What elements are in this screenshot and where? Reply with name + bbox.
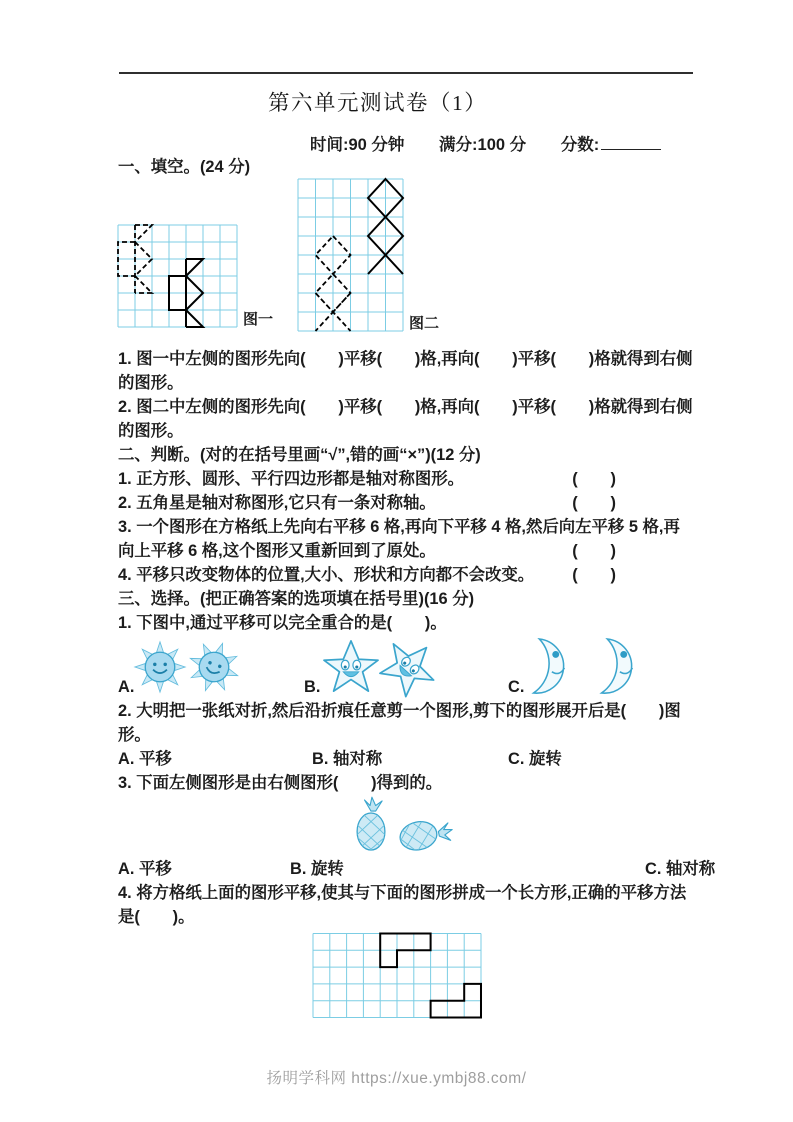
answer-blank: ( ) xyxy=(572,542,616,560)
option-b: B. 旋转 xyxy=(290,860,344,878)
judge-item-3 xyxy=(118,515,694,563)
option-c: C. 轴对称 xyxy=(645,860,716,878)
paper-meta xyxy=(310,131,691,155)
figure-2 xyxy=(298,179,439,338)
sun-icon xyxy=(188,641,240,693)
section-3-heading: 三、选择。(把正确答案的选项填在括号里)(16 分) xyxy=(118,590,475,608)
option-a: A. 平移 xyxy=(118,750,172,768)
top-rule xyxy=(119,72,693,74)
page-title: 第六单元测试卷（1） xyxy=(268,91,488,115)
judge-item-1 xyxy=(118,467,694,491)
figure-2-label: 图二 xyxy=(409,312,439,336)
pineapple-icon xyxy=(346,795,396,855)
paper-body xyxy=(118,155,716,1025)
time-label: 时间:90 分钟 xyxy=(310,136,405,154)
answer-blank: ( ) xyxy=(572,566,616,584)
fill-question-2: 2. 图二中左侧的图形先向( )平移( )格,再向( )平移( )格就得到右侧的图形。 xyxy=(118,398,693,440)
option-b-label: B. xyxy=(304,678,321,696)
figure-2-grid xyxy=(298,179,403,331)
section-2-heading: 二、判断。(对的在括号里画“√”,错的画“×”)(12 分) xyxy=(118,446,481,464)
choice-1-options xyxy=(118,635,694,699)
fill-figures xyxy=(118,179,694,347)
star-icon xyxy=(322,639,380,695)
option-a: A. 平移 xyxy=(118,860,172,878)
choice-question-4: 4. 将方格纸上面的图形平移,使其与下面的图形拼成一个长方形,正确的平移方法是( )。 xyxy=(118,884,687,926)
judge-item-text: 1. 正方形、圆形、平行四边形都是轴对称图形。 xyxy=(118,470,465,488)
pineapple-icon xyxy=(398,803,448,863)
score-blank-line xyxy=(601,135,661,150)
answer-blank: ( ) xyxy=(572,470,616,488)
judge-item-text: 2. 五角星是轴对称图形,它只有一条对称轴。 xyxy=(118,494,436,512)
option-a-label: A. xyxy=(118,678,135,696)
full-score-label: 满分:100 分 xyxy=(439,136,527,154)
figure-1-label: 图一 xyxy=(243,308,273,332)
choice-3-figure xyxy=(118,795,694,857)
choice-4-grid xyxy=(313,933,481,1018)
choice-3-options xyxy=(118,857,716,881)
sun-icon xyxy=(134,641,186,693)
score-label: 分数: xyxy=(560,136,600,154)
section-1-heading: 一、填空。(24 分) xyxy=(118,158,251,176)
moon-icon xyxy=(588,635,644,697)
figure-1 xyxy=(118,225,273,334)
choice-question-2: 2. 大明把一张纸对折,然后沿折痕任意剪一个图形,剪下的图形展开后是( )图形。 xyxy=(118,702,681,744)
option-c-label: C. xyxy=(508,678,525,696)
choice-question-3: 3. 下面左侧图形是由右侧图形( )得到的。 xyxy=(118,774,443,792)
option-c: C. 旋转 xyxy=(508,750,562,768)
site-watermark: 扬明学科网 https://xue.ymbj88.com/ xyxy=(266,1070,527,1087)
judge-item-4 xyxy=(118,563,694,587)
judge-item-text: 4. 平移只改变物体的位置,大小、形状和方向都不会改变。 xyxy=(118,566,535,584)
figure-1-grid xyxy=(118,225,237,327)
answer-blank: ( ) xyxy=(572,494,616,512)
choice-question-1: 1. 下图中,通过平移可以完全重合的是( )。 xyxy=(118,614,447,632)
star-icon xyxy=(380,639,438,695)
judge-item-text: 3. 一个图形在方格纸上先向右平移 6 格,再向下平移 4 格,然后向左平移 5 格,再向上平移 6 格,这个图形又重新回到了原处。 xyxy=(118,518,680,560)
judge-item-2 xyxy=(118,491,694,515)
fill-question-1: 1. 图一中左侧的图形先向( )平移( )格,再向( )平移( )格就得到右侧的图形。 xyxy=(118,350,693,392)
moon-icon xyxy=(520,635,576,697)
option-b: B. 轴对称 xyxy=(312,750,383,768)
choice-2-options xyxy=(118,747,694,771)
choice-4-figure xyxy=(313,933,694,1025)
